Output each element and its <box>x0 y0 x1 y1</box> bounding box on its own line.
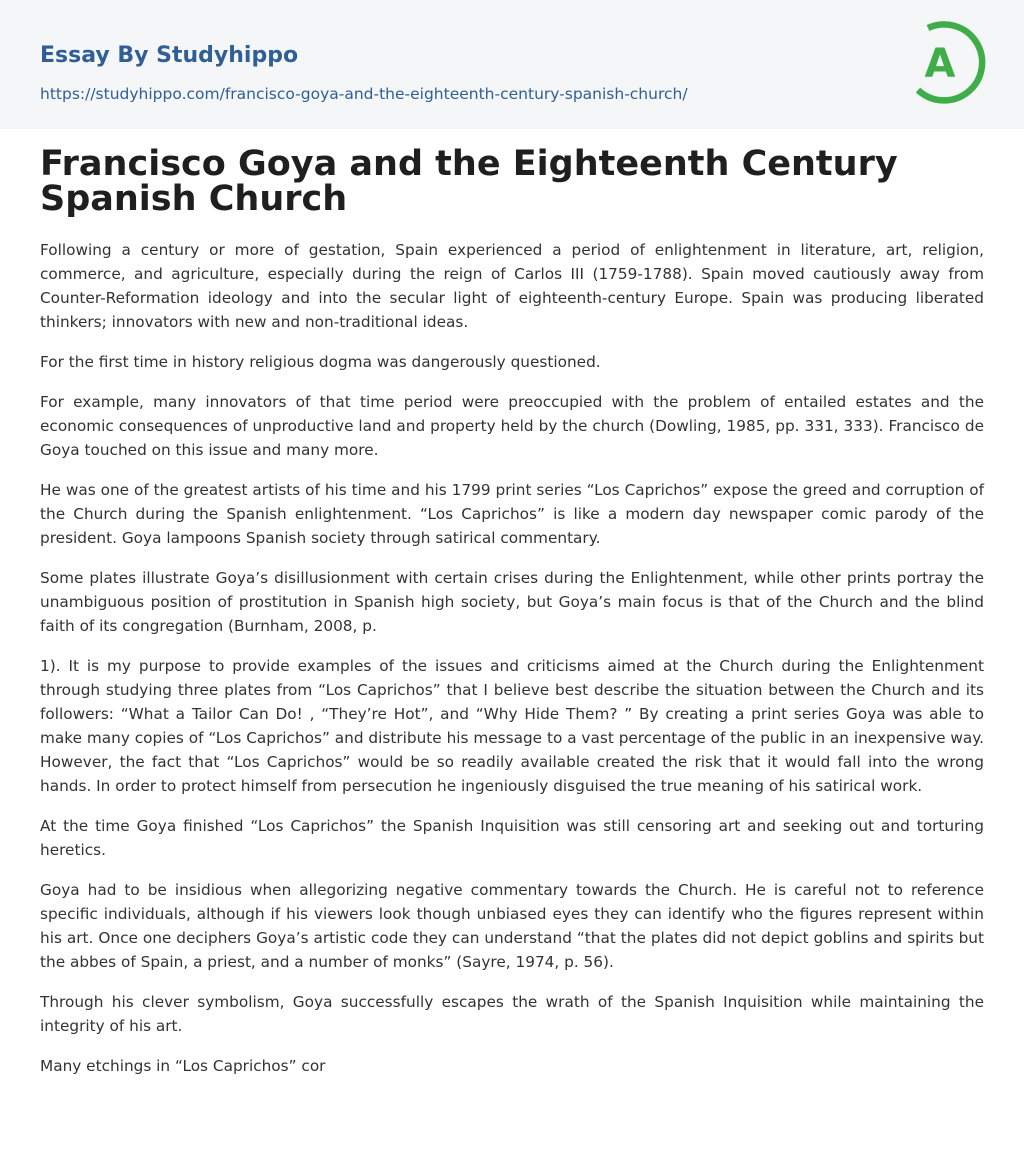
essay-content <box>40 144 984 1094</box>
logo-letter: A <box>924 41 956 87</box>
essay-paragraph: At the time Goya finished “Los Caprichos” the Spanish Inquisition was still censoring art and seeking out and torturing heretics. <box>40 817 984 859</box>
essay-paragraph: Goya had to be insidious when allegorizing negative commentary towards the Church. He is careful not to reference specific individuals, although if his viewers look though unbiased eyes they can identify who the figures represent within his art. Once one deciphers Goya’s artistic code they can understand “that the plates did not depict goblins and spirits but the abbes of Spain, a priest, and a number of monks” (Sayre, 1974, p. 56). <box>40 881 984 971</box>
essay-paragraph: Following a century or more of gestation, Spain experienced a period of enlightenment in literature, art, religion, commerce, and agriculture, especially during the reign of Carlos III (1759-1788). Spain moved cautiously away from Counter-Reformation ideology and into the secular light of eighteenth-century Europe. Spain was producing liberated thinkers; innovators with new and non-traditional ideas. <box>40 241 984 331</box>
essay-paragraph: Through his clever symbolism, Goya successfully escapes the wrath of the Spanish Inquisition while maintaining the integrity of his art. <box>40 993 984 1035</box>
essay-paragraph: For example, many innovators of that time period were preoccupied with the problem of entailed estates and the economic consequences of unproductive land and property held by the church (Dowling, 1985, pp. 331, 333). Francisco de Goya touched on this issue and many more. <box>40 393 984 459</box>
essay-paragraph: For the first time in history religious dogma was dangerously questioned. <box>40 353 601 371</box>
essay-title: Francisco Goya and the Eighteenth Century Spanish Church <box>40 144 898 219</box>
logo-a-circle-icon <box>912 18 988 106</box>
essay-paragraph: Many etchings in “Los Caprichos” cor <box>40 1057 326 1075</box>
essay-body <box>40 238 984 1078</box>
page-header <box>0 0 1024 129</box>
brand-title: Essay By Studyhippo <box>40 43 299 68</box>
essay-paragraph: Some plates illustrate Goya’s disillusionment with certain crises during the Enlightenment, while other prints portray the unambiguous position of prostitution in Spanish high society, but Goya’s main focus is that of the Church and the blind faith of its congregation (Burnham, 2008, p. <box>40 569 984 635</box>
essay-paragraph: He was one of the greatest artists of his time and his 1799 print series “Los Caprichos” expose the greed and corruption of the Church during the Spanish enlightenment. “Los Caprichos” is like a modern day newspaper comic parody of the president. Goya lampoons Spanish society through satirical commentary. <box>40 481 984 547</box>
source-url-link[interactable]: https://studyhippo.com/francisco-goya-and-the-eighteenth-century-spanish-church/ <box>40 85 688 103</box>
essay-paragraph: 1). It is my purpose to provide examples of the issues and criticisms aimed at the Church during the Enlightenment through studying three plates from “Los Caprichos” that I believe best describe the situation between the Church and its followers: “What a Tailor Can Do! , “They’re Hot”, and “Why Hide Them? ” By creating a print series Goya was able to make many copies of “Los Caprichos” and distribute his message to a vast percentage of the public in an inexpensive way. However, the fact that “Los Caprichos” would be so readily available created the risk that it would fall into the wrong hands. In order to protect himself from persecution he ingeniously disguised the true meaning of his satirical work. <box>40 657 984 795</box>
